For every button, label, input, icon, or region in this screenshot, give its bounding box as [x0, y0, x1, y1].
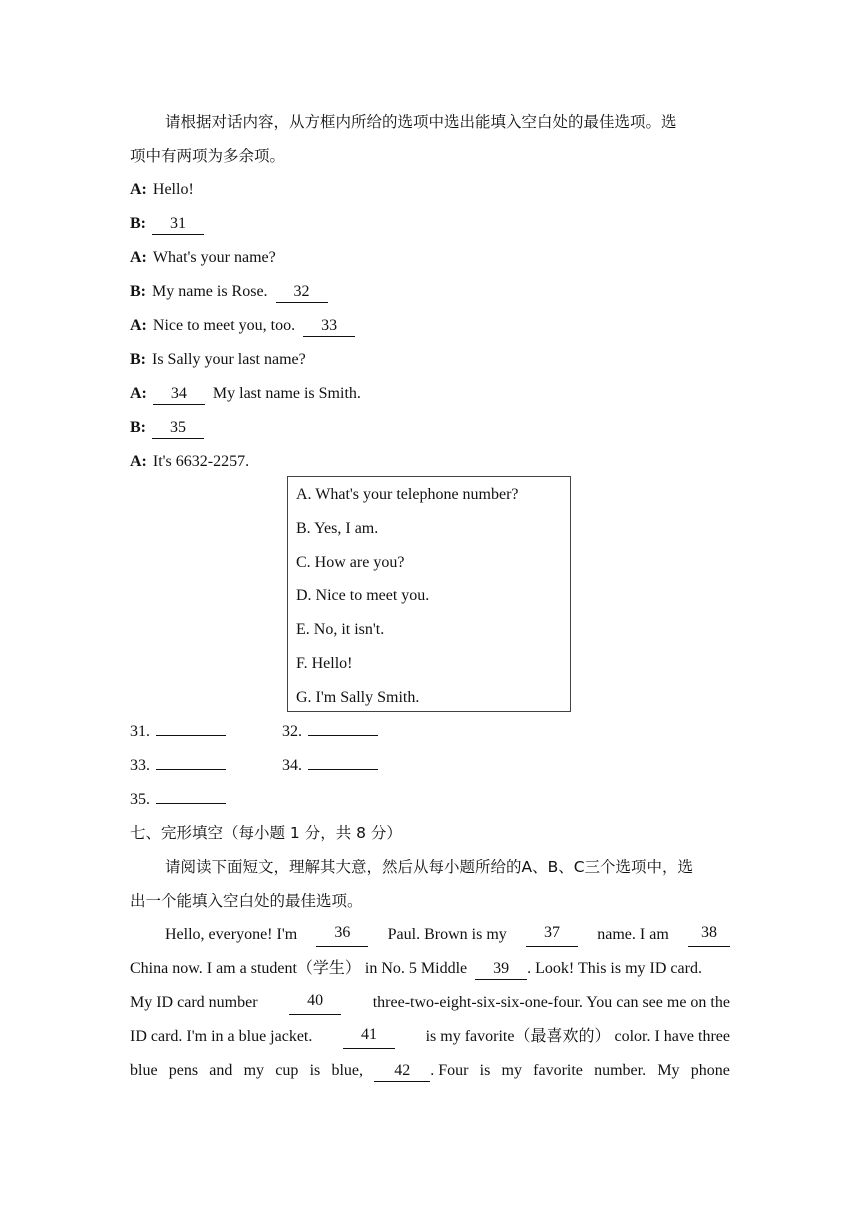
passage-text: three-two-eight-six-six-one-four. You can see me on the [372, 994, 730, 1011]
blank-41[interactable]: 41 [343, 1025, 395, 1049]
dialogue-line-2 [130, 212, 730, 236]
passage-text: Hello, everyone! I'm [165, 926, 298, 943]
dialogue-text: My last name is Smith. [212, 385, 361, 402]
blank-37[interactable]: 37 [526, 923, 578, 947]
option-g: G. I'm Sally Smith. [296, 689, 420, 706]
dialogue-text: What's your name? [152, 249, 276, 266]
dialogue-text: Is Sally your last name? [152, 351, 306, 368]
answer-label: 35. [130, 791, 150, 808]
passage-word: phone [690, 1062, 730, 1079]
passage-word: blue, [331, 1062, 363, 1079]
passage-line-4 [130, 1025, 730, 1049]
dialogue-line-4 [130, 280, 730, 304]
passage-text: ID card. I'm in a blue jacket. [130, 1028, 313, 1045]
option-e: E. No, it isn't. [296, 621, 385, 638]
blank-33[interactable]: 33 [303, 316, 355, 337]
answer-35 [130, 788, 270, 812]
passage-text: name. I am [597, 926, 669, 943]
option-f: F. Hello! [296, 655, 353, 672]
answer-31 [130, 720, 270, 744]
section-heading: 七、完形填空（每小题 1 分，共 8 分） [130, 824, 402, 842]
answer-label: 34. [282, 757, 302, 774]
passage-text: My ID card number [130, 994, 258, 1011]
answer-32 [282, 720, 422, 744]
blank-34[interactable]: 34 [153, 384, 205, 405]
dialogue-text: My name is Rose. [152, 283, 268, 300]
passage-word: pens [168, 1062, 199, 1079]
instruction-line-1: 请根据对话内容，从方框内所给的选项中选出能填入空白处的最佳选项。选 [165, 113, 677, 131]
section-instruction-2: 出一个能填入空白处的最佳选项。 [130, 892, 363, 910]
option-b: B. Yes, I am. [296, 520, 379, 537]
dialogue-line-1 [130, 178, 730, 202]
passage-word: my [243, 1062, 265, 1079]
speaker-label: A: [130, 453, 147, 470]
passage-line-2 [130, 957, 730, 981]
answer-34 [282, 754, 422, 778]
passage-text: Paul. Brown is my [387, 926, 507, 943]
blank-36[interactable]: 36 [316, 923, 368, 947]
passage-line-1 [165, 923, 730, 947]
dialogue-line-7 [130, 382, 730, 406]
section-instruction-1: 请阅读下面短文，理解其大意，然后从每小题所给的A、B、C三个选项中，选 [165, 858, 694, 876]
dialogue-line-8 [130, 416, 730, 440]
speaker-label: B: [130, 351, 146, 368]
speaker-label: A: [130, 249, 147, 266]
answer-line[interactable] [308, 721, 378, 736]
passage-line-3 [130, 991, 730, 1015]
passage-word: cup [275, 1062, 299, 1079]
speaker-label: A: [130, 181, 147, 198]
speaker-label: B: [130, 419, 146, 436]
passage-word: number. [594, 1062, 647, 1079]
blank-38[interactable]: 38 [688, 923, 730, 947]
speaker-label: B: [130, 283, 146, 300]
option-d: D. Nice to meet you. [296, 587, 430, 604]
passage-word: favorite [533, 1062, 583, 1079]
answer-line[interactable] [308, 755, 378, 770]
passage-word: blue [130, 1062, 158, 1079]
dialogue-line-9 [130, 450, 730, 474]
passage-text: China now. I am a student（学生） in No. 5 Middle [130, 960, 468, 977]
answer-line[interactable] [156, 755, 226, 770]
blank-32[interactable]: 32 [276, 282, 328, 303]
blank-35[interactable]: 35 [152, 418, 204, 439]
passage-word: my [501, 1062, 522, 1079]
option-c: C. How are you? [296, 554, 405, 571]
dialogue-text: Hello! [152, 181, 194, 198]
blank-40[interactable]: 40 [289, 991, 341, 1015]
answer-line[interactable] [156, 789, 226, 804]
passage-text: . Look! This is my ID card. [527, 960, 702, 977]
dialogue-line-5 [130, 314, 730, 338]
dialogue-line-6 [130, 348, 730, 372]
answer-label: 31. [130, 723, 150, 740]
passage-word: is [479, 1062, 491, 1079]
speaker-label: B: [130, 215, 146, 232]
speaker-label: A: [130, 385, 147, 402]
answer-line[interactable] [156, 721, 226, 736]
blank-42[interactable]: 42 [374, 1061, 430, 1082]
passage-word: is [309, 1062, 321, 1079]
options-box [287, 476, 571, 712]
answer-label: 33. [130, 757, 150, 774]
passage-line-5 [130, 1059, 730, 1083]
blank-39[interactable]: 39 [475, 959, 527, 980]
option-a: A. What's your telephone number? [296, 486, 519, 503]
answer-33 [130, 754, 270, 778]
passage-word: and [209, 1062, 233, 1079]
dialogue-line-3 [130, 246, 730, 270]
passage-text: is my favorite（最喜欢的） color. I have three [425, 1028, 730, 1045]
passage-word: . Four [430, 1062, 469, 1079]
blank-31[interactable]: 31 [152, 214, 204, 235]
passage-word: My [657, 1062, 680, 1079]
speaker-label: A: [130, 317, 147, 334]
answer-label: 32. [282, 723, 302, 740]
dialogue-text: It's 6632-2257. [152, 453, 250, 470]
dialogue-text: Nice to meet you, too. [152, 317, 296, 334]
instruction-line-2: 项中有两项为多余项。 [130, 147, 286, 165]
